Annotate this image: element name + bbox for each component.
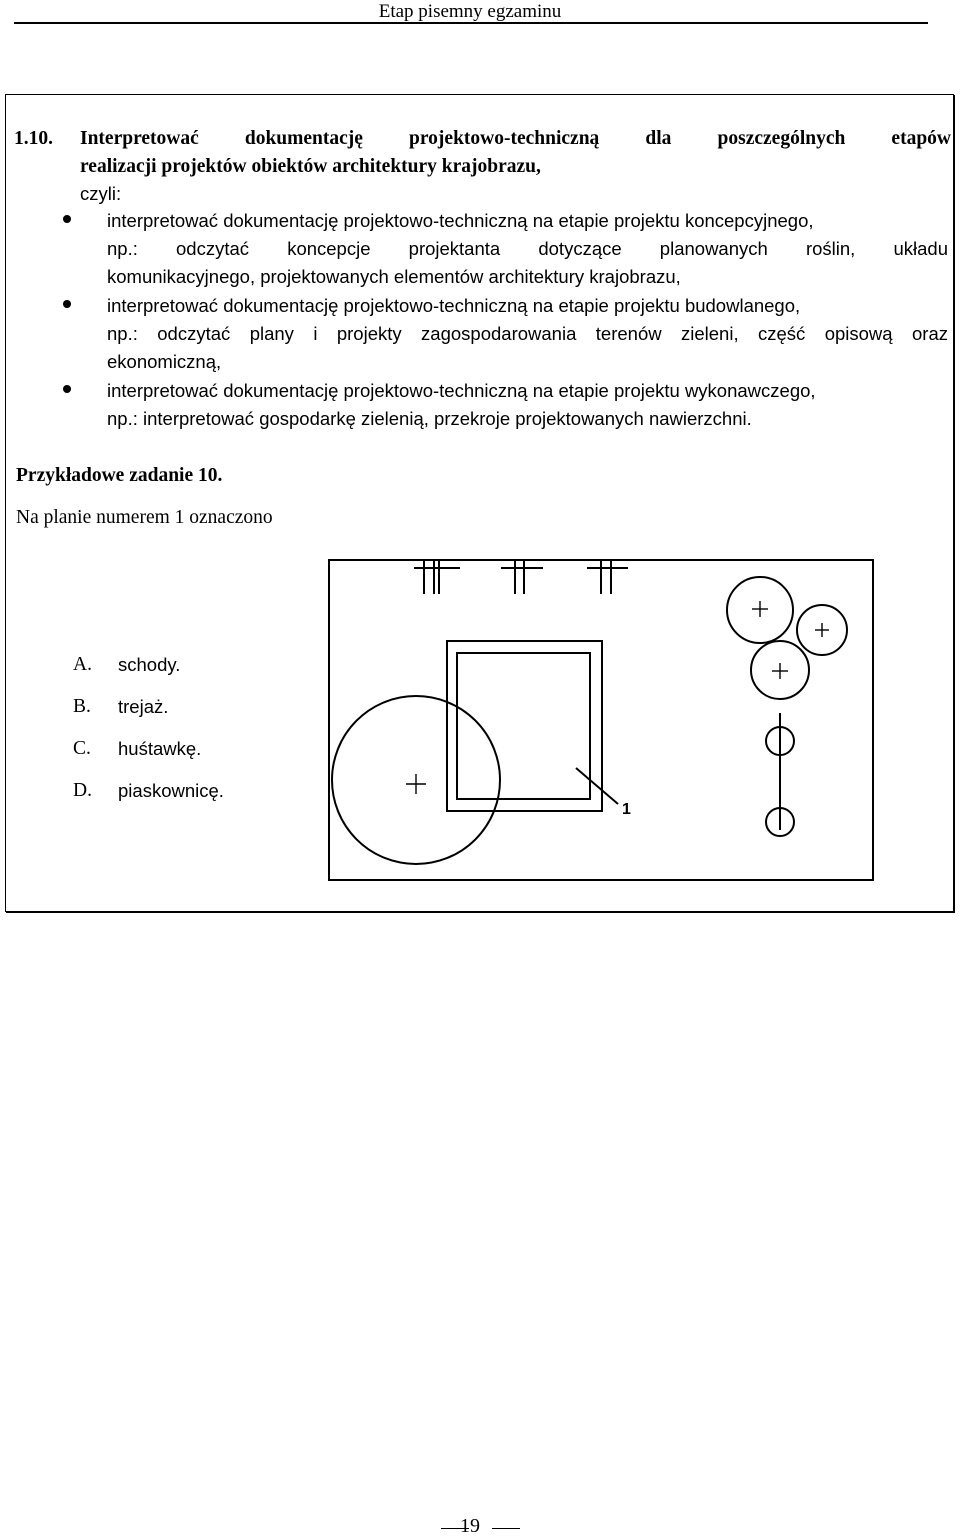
bullet-icon	[63, 300, 71, 308]
fence-posts	[414, 561, 628, 594]
sandbox-inner	[457, 653, 590, 799]
task-title: Przykładowe zadanie 10.	[16, 465, 223, 486]
header-rule	[14, 22, 928, 24]
bullet-2-line1: interpretować dokumentację projektowo-techniczną na etapie projektu budowlanego,	[107, 295, 801, 316]
option-b-text: trejaż.	[118, 696, 169, 717]
czyli-label: czyli:	[80, 183, 122, 204]
bullet-icon	[63, 215, 71, 223]
option-d-letter: D.	[73, 780, 92, 801]
center-marks	[406, 601, 829, 794]
bullet-1-line1: interpretować dokumentację projektowo-techniczną na etapie projektu koncepcyjnego,	[107, 210, 814, 231]
option-c-letter: C.	[73, 738, 91, 759]
task-question: Na planie numerem 1 oznaczono	[16, 507, 273, 528]
sandbox-outer	[447, 641, 602, 811]
bullet-3-line2: np.: interpretować gospodarkę zielenią, przekroje projektowanych nawierzchni.	[107, 408, 752, 429]
option-a-text: schody.	[118, 654, 181, 675]
option-a-letter: A.	[73, 654, 92, 675]
option-b-letter: B.	[73, 696, 91, 717]
bullet-2-line3: ekonomiczną,	[107, 351, 222, 372]
section-title-line1: Interpretować dokumentację projektowo-techniczną dla poszczególnych etapów	[80, 128, 951, 149]
plan-label-1: 1	[622, 801, 631, 818]
bullet-icon	[63, 385, 71, 393]
page-number: 19	[460, 1515, 480, 1537]
site-plan-drawing	[328, 558, 878, 882]
bullet-2-line2: np.: odczytać plany i projekty zagospodarowania terenów zieleni, część opisową oraz	[107, 323, 948, 344]
section-title-line2: realizacji projektów obiektów architektury krajobrazu,	[80, 156, 541, 177]
section-number: 1.10.	[14, 128, 53, 149]
bullet-1-line2: np.: odczytać koncepcje projektanta dotyczące planowanych roślin, układu	[107, 238, 948, 259]
bullet-1-line3: komunikacyjnego, projektowanych elementów architektury krajobrazu,	[107, 266, 681, 287]
footer-dash-right	[492, 1528, 520, 1529]
option-d-text: piaskownicę.	[118, 780, 224, 801]
option-c-text: huśtawkę.	[118, 738, 202, 759]
header-title: Etap pisemny egzaminu	[378, 1, 562, 22]
bullet-3-line1: interpretować dokumentację projektowo-techniczną na etapie projektu wykonawczego,	[107, 380, 816, 401]
